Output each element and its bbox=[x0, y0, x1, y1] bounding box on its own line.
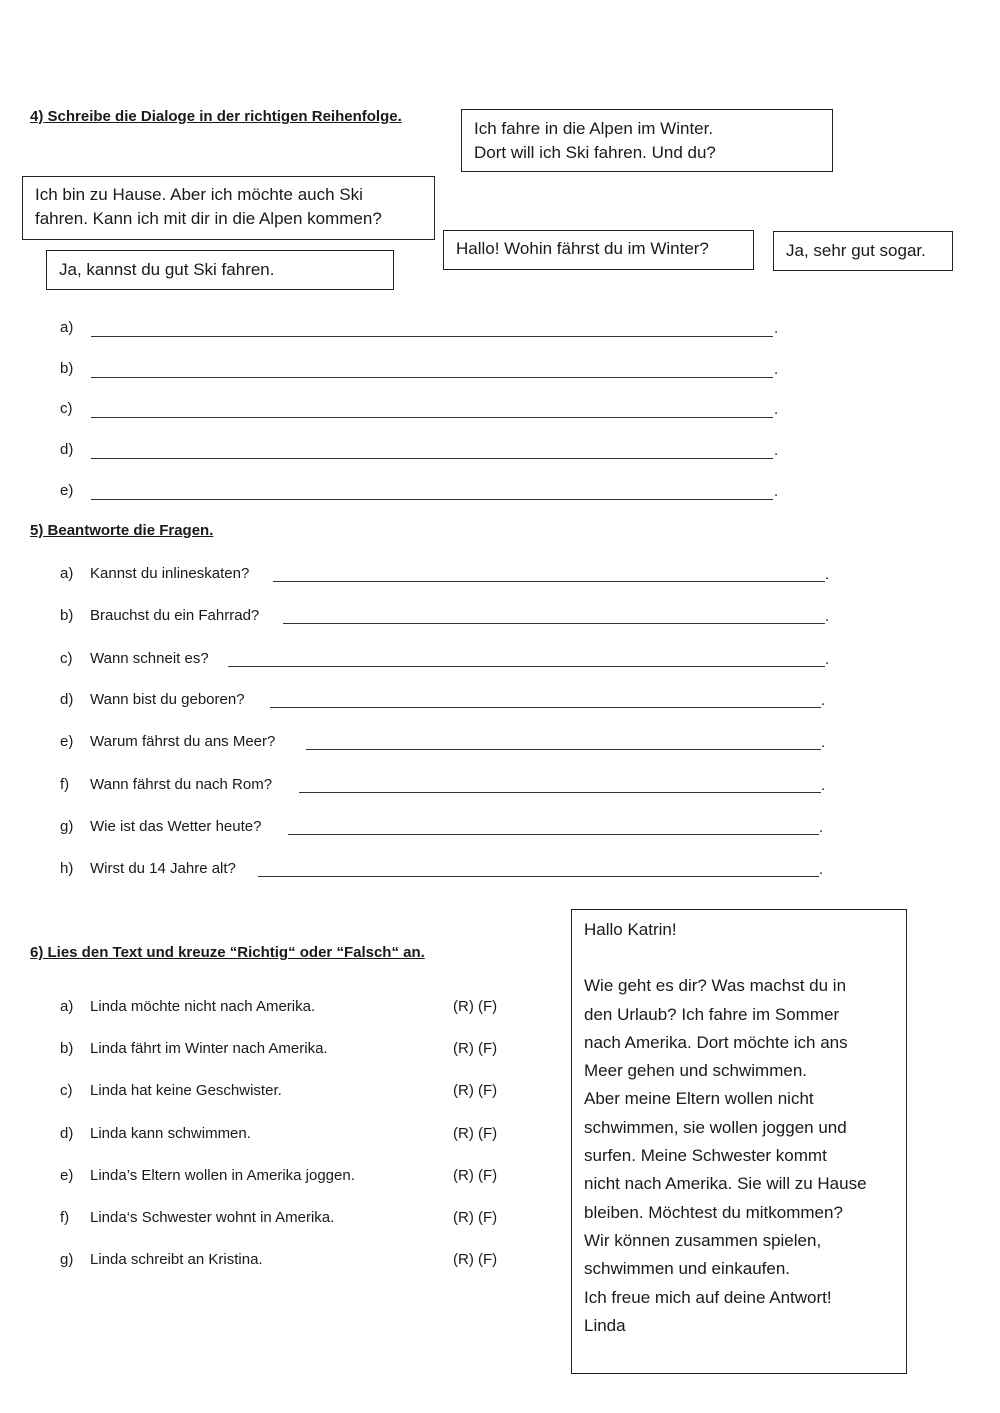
answer-label: c) bbox=[60, 400, 73, 417]
question-text: Wirst du 14 Jahre alt? bbox=[90, 860, 236, 877]
letter-spacer bbox=[584, 944, 894, 972]
period-mark: . bbox=[825, 566, 830, 583]
dialogue-line: Hallo! Wohin fährst du im Winter? bbox=[456, 239, 709, 258]
dialogue-line: Ja, kannst du gut Ski fahren. bbox=[59, 260, 275, 279]
dialogue-line: Ja, sehr gut sogar. bbox=[786, 241, 926, 260]
period-mark: . bbox=[825, 608, 830, 625]
dialogue-box-kannst bbox=[46, 250, 394, 290]
question-text: Wann bist du geboren? bbox=[90, 691, 245, 708]
dialogue-box-sogar bbox=[773, 231, 953, 271]
statement-label: g) bbox=[60, 1251, 74, 1268]
answer-line[interactable] bbox=[270, 693, 821, 708]
letter-line: surfen. Meine Schwester kommt bbox=[584, 1146, 827, 1166]
question-label: a) bbox=[60, 565, 74, 582]
richtig-falsch-options[interactable]: (R) (F) bbox=[453, 1251, 498, 1268]
statement-label: d) bbox=[60, 1125, 74, 1142]
question-text: Kannst du inlineskaten? bbox=[90, 565, 250, 582]
answer-line[interactable] bbox=[91, 444, 773, 459]
answer-line[interactable] bbox=[228, 652, 825, 667]
letter-line: Aber meine Eltern wollen nicht bbox=[584, 1089, 814, 1109]
question-text: Brauchst du ein Fahrrad? bbox=[90, 607, 260, 624]
answer-line[interactable] bbox=[91, 485, 773, 500]
answer-line[interactable] bbox=[91, 322, 773, 337]
answer-label: a) bbox=[60, 319, 74, 336]
question-label: f) bbox=[60, 776, 70, 793]
dialogue-line: Dort will ich Ski fahren. Und du? bbox=[474, 143, 716, 162]
statement-text: Linda möchte nicht nach Amerika. bbox=[90, 998, 316, 1015]
question-text: Wie ist das Wetter heute? bbox=[90, 818, 262, 835]
statement-label: f) bbox=[60, 1209, 70, 1226]
answer-label: d) bbox=[60, 441, 74, 458]
dialogue-box-hause bbox=[22, 176, 435, 240]
period-mark: . bbox=[774, 401, 779, 418]
answer-line[interactable] bbox=[283, 609, 825, 624]
question-text: Wann schneit es? bbox=[90, 650, 209, 667]
statement-text: Linda fährt im Winter nach Amerika. bbox=[90, 1040, 328, 1057]
letter-line: bleiben. Möchtest du mitkommen? bbox=[584, 1202, 843, 1222]
period-mark: . bbox=[821, 692, 826, 709]
question-label: d) bbox=[60, 691, 74, 708]
richtig-falsch-options[interactable]: (R) (F) bbox=[453, 1209, 498, 1226]
answer-line[interactable] bbox=[299, 778, 821, 793]
richtig-falsch-options[interactable]: (R) (F) bbox=[453, 998, 498, 1015]
statement-label: e) bbox=[60, 1167, 74, 1184]
richtig-falsch-options[interactable]: (R) (F) bbox=[453, 1167, 498, 1184]
letter-line: nach Amerika. Dort möchte ich ans bbox=[584, 1032, 848, 1052]
dialogue-line: fahren. Kann ich mit dir in die Alpen kommen? bbox=[35, 209, 382, 228]
question-label: c) bbox=[60, 650, 73, 667]
question-text: Warum fährst du ans Meer? bbox=[90, 733, 276, 750]
dialogue-line: Ich fahre in die Alpen im Winter. bbox=[474, 119, 714, 138]
letter-line: Wir können zusammen spielen, bbox=[584, 1230, 822, 1250]
section-6-heading: 6) Lies den Text und kreuze “Richtig“ oder “Falsch“ an. bbox=[30, 944, 425, 961]
period-mark: . bbox=[774, 320, 779, 337]
statement-label: c) bbox=[60, 1082, 73, 1099]
statement-text: Linda’s Eltern wollen in Amerika joggen. bbox=[90, 1167, 355, 1184]
question-label: b) bbox=[60, 607, 74, 624]
letter-line: Wie geht es dir? Was machst du in bbox=[584, 976, 847, 996]
statement-text: Linda schreibt an Kristina. bbox=[90, 1251, 263, 1268]
richtig-falsch-options[interactable]: (R) (F) bbox=[453, 1125, 498, 1142]
period-mark: . bbox=[819, 861, 824, 878]
answer-label: b) bbox=[60, 360, 74, 377]
letter-line: nicht nach Amerika. Sie will zu Hause bbox=[584, 1174, 867, 1194]
question-label: h) bbox=[60, 860, 74, 877]
answer-line[interactable] bbox=[258, 862, 819, 877]
statement-text: Linda kann schwimmen. bbox=[90, 1125, 251, 1142]
period-mark: . bbox=[774, 442, 779, 459]
statement-text: Linda hat keine Geschwister. bbox=[90, 1082, 282, 1099]
dialogue-box-hallo bbox=[443, 230, 754, 270]
period-mark: . bbox=[819, 819, 824, 836]
letter-line: Meer gehen und schwimmen. bbox=[584, 1061, 808, 1081]
statement-text: Linda‘s Schwester wohnt in Amerika. bbox=[90, 1209, 335, 1226]
statement-label: b) bbox=[60, 1040, 74, 1057]
letter-greeting: Hallo Katrin! bbox=[584, 920, 677, 939]
letter-line: schwimmen, sie wollen joggen und bbox=[584, 1117, 847, 1137]
richtig-falsch-options[interactable]: (R) (F) bbox=[453, 1082, 498, 1099]
answer-line[interactable] bbox=[91, 403, 773, 418]
richtig-falsch-options[interactable]: (R) (F) bbox=[453, 1040, 498, 1057]
letter-line: schwimmen und einkaufen. bbox=[584, 1259, 791, 1279]
letter-line: den Urlaub? Ich fahre im Sommer bbox=[584, 1004, 840, 1024]
letter-box bbox=[571, 909, 907, 1374]
period-mark: . bbox=[825, 651, 830, 668]
answer-line[interactable] bbox=[273, 567, 825, 582]
question-text: Wann fährst du nach Rom? bbox=[90, 776, 273, 793]
statement-label: a) bbox=[60, 998, 74, 1015]
question-label: g) bbox=[60, 818, 74, 835]
answer-line[interactable] bbox=[306, 735, 821, 750]
dialogue-box-alpen bbox=[461, 109, 833, 172]
section-4-heading: 4) Schreibe die Dialoge in der richtigen Reihenfolge. bbox=[30, 108, 402, 125]
dialogue-line: Ich bin zu Hause. Aber ich möchte auch Ski bbox=[35, 185, 363, 204]
question-label: e) bbox=[60, 733, 74, 750]
period-mark: . bbox=[774, 361, 779, 378]
answer-label: e) bbox=[60, 482, 74, 499]
period-mark: . bbox=[774, 483, 779, 500]
period-mark: . bbox=[821, 734, 826, 751]
letter-line: Ich freue mich auf deine Antwort! bbox=[584, 1287, 832, 1307]
section-5-heading: 5) Beantworte die Fragen. bbox=[30, 522, 214, 539]
period-mark: . bbox=[821, 777, 826, 794]
answer-line[interactable] bbox=[91, 363, 773, 378]
answer-line[interactable] bbox=[288, 820, 819, 835]
letter-signature: Linda bbox=[584, 1315, 626, 1335]
